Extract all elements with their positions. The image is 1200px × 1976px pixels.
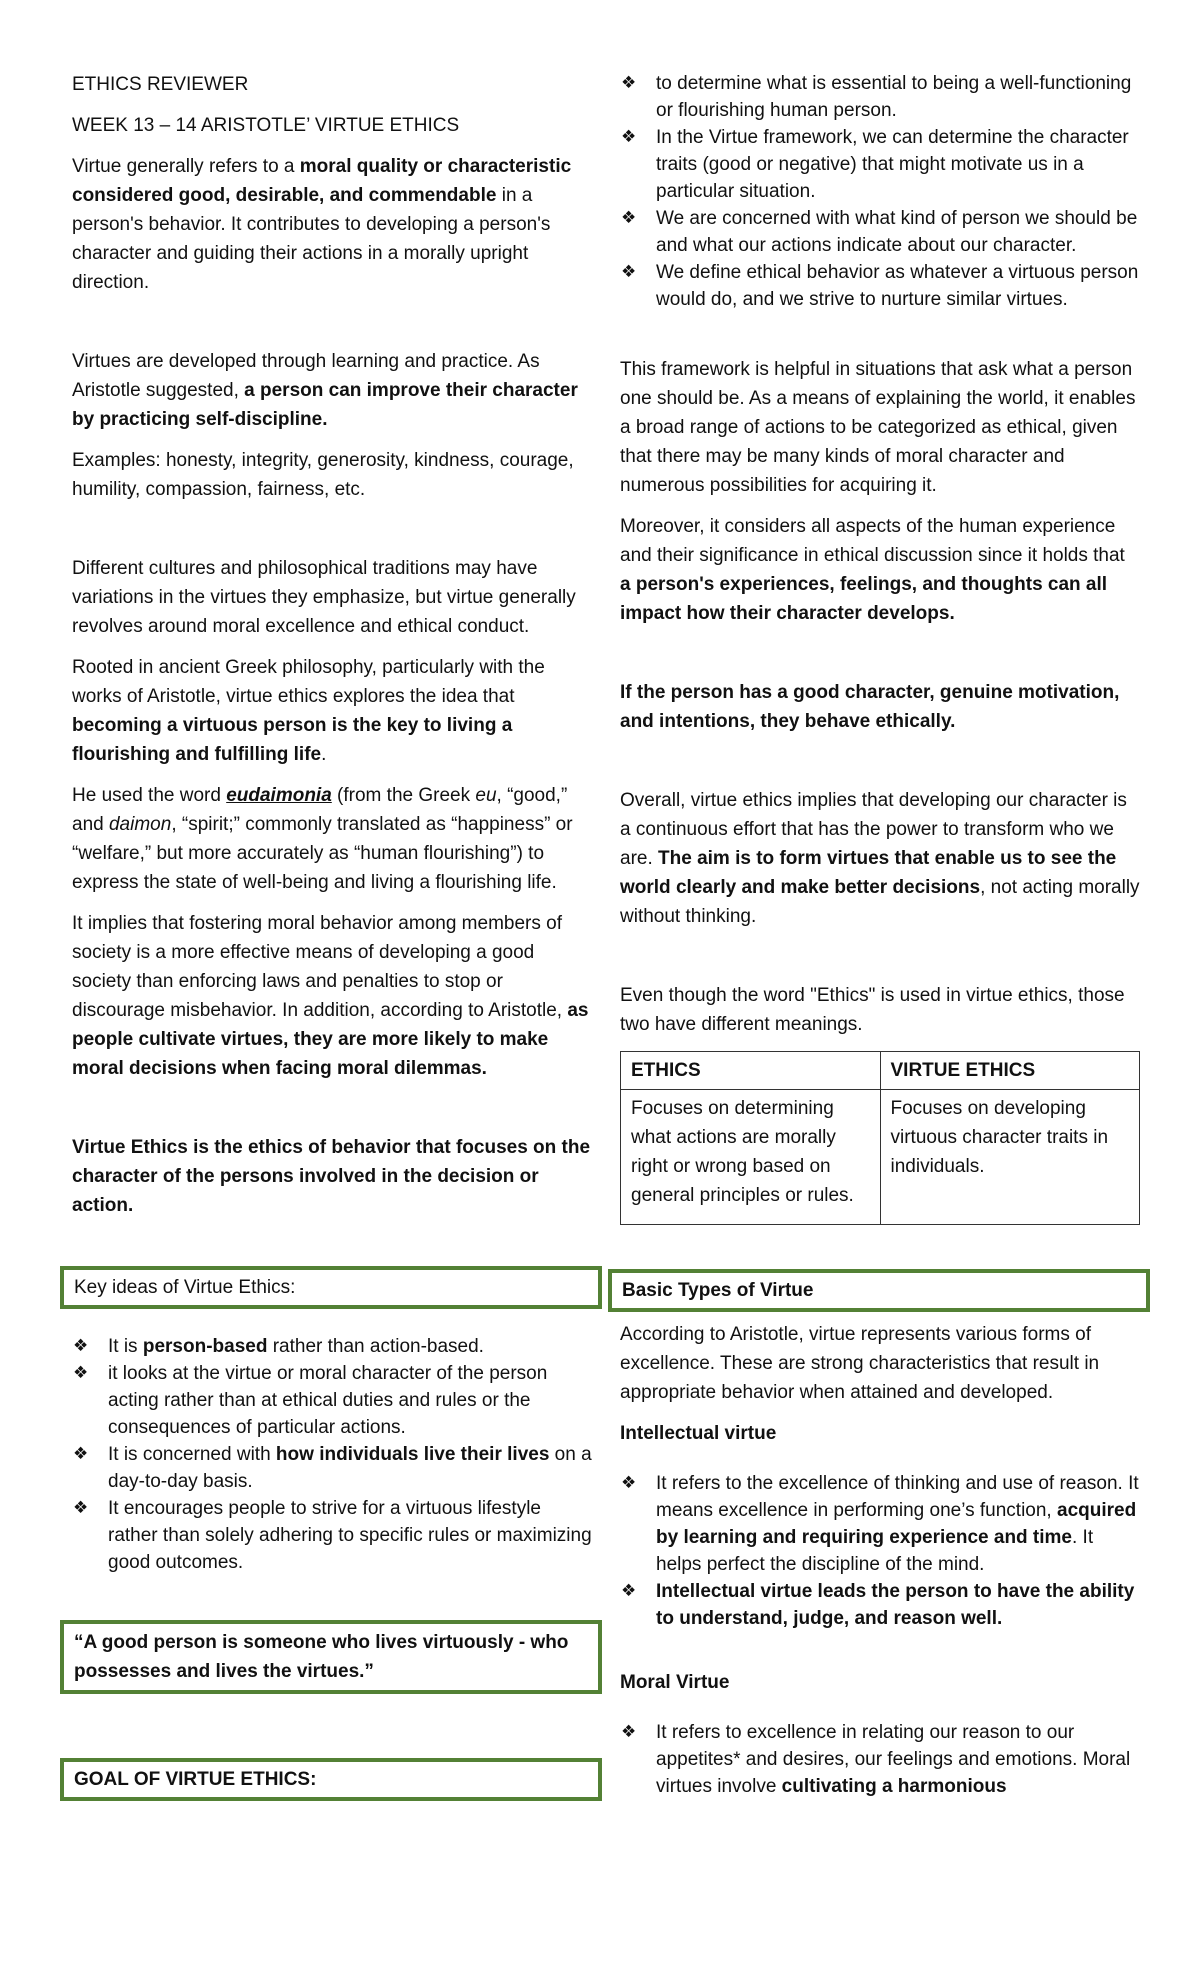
week-heading: WEEK 13 – 14 ARISTOTLE’ VIRTUE ETHICS — [72, 115, 460, 136]
virtue-ethics-definition: Virtue Ethics is the ethics of behavior that focuses on the character of the persons involved in the decision or action. — [72, 1137, 591, 1216]
list-item: ❖ It is concerned with how individuals live their lives on a day-to-day basis. — [72, 1441, 592, 1495]
list-item: ❖ it looks at the virtue or moral character of the person acting rather than at ethical duties and rules or the consequences of particular actions. — [72, 1360, 592, 1441]
intellectual-virtue-heading: Intellectual virtue — [620, 1423, 777, 1444]
table-header-virtue-ethics: VIRTUE ETHICS — [880, 1052, 1140, 1090]
types-intro-paragraph: According to Aristotle, virtue represents various forms of excellence. These are strong characteristics that result in appropriate behavior when attained and developed. — [620, 1324, 1100, 1403]
virtue-development-paragraph: Virtues are developed through learning and practice. As Aristotle suggested, a person can improve their character by practicing self-discipline. — [72, 351, 578, 430]
virtue-examples-paragraph: Examples: honesty, integrity, generosity, kindness, courage, humility, compassion, fairness, etc. — [72, 450, 574, 500]
table-row — [621, 1090, 1140, 1225]
list-item: ❖ It refers to the excellence of thinking and use of reason. It means excellence in performing one’s function, acquired by learning and requiring experience and time. It helps perfect the discipline of the mind. — [620, 1470, 1140, 1578]
left-column — [72, 70, 592, 1801]
key-ideas-list — [72, 1333, 592, 1576]
moral-virtue-heading: Moral Virtue — [620, 1672, 730, 1693]
eudaimonia-paragraph: He used the word eudaimonia (from the Greek eu, “good,” and daimon, “spirit;” commonly translated as “happiness” or “welfare,” but more accurately as “human flourishing”) to express the state of well-being and living a flourishing life. — [72, 785, 573, 893]
list-item: ❖ We define ethical behavior as whatever a virtuous person would do, and we strive to nurture similar virtues. — [620, 259, 1140, 313]
goal-heading-box — [60, 1758, 602, 1801]
key-ideas-heading: Key ideas of Virtue Ethics: — [74, 1277, 296, 1298]
list-item: ❖ In the Virtue framework, we can determine the character traits (good or negative) that might motivate us in a particular situation. — [620, 124, 1140, 205]
goal-heading: GOAL OF VIRTUE ETHICS: — [74, 1769, 317, 1790]
key-ideas-heading-box — [60, 1266, 602, 1309]
document-title: ETHICS REVIEWER — [72, 74, 249, 95]
quote-box — [60, 1620, 602, 1694]
greek-roots-paragraph: Rooted in ancient Greek philosophy, particularly with the works of Aristotle, virtue ethics explores the idea that becoming a virtuous person is the key to living a flourishing and fulfilling life. — [72, 657, 545, 765]
meanings-paragraph: Even though the word "Ethics" is used in virtue ethics, those two have different meanings. — [620, 985, 1125, 1035]
table-header-ethics: ETHICS — [621, 1052, 881, 1090]
good-character-paragraph: If the person has a good character, genuine motivation, and intentions, they behave ethically. — [620, 682, 1120, 732]
intellectual-virtue-list — [620, 1470, 1140, 1632]
cultures-paragraph: Different cultures and philosophical traditions may have variations in the virtues they emphasize, but virtue generally revolves around moral excellence and ethical conduct. — [72, 558, 576, 637]
table-cell: Focuses on determining what actions are morally right or wrong based on general principles or rules. — [621, 1090, 881, 1225]
right-column — [620, 70, 1140, 1800]
moreover-paragraph: Moreover, it considers all aspects of the human experience and their significance in ethical discussion since it holds that a person's experiences, feelings, and thoughts can all impact how their character develops. — [620, 516, 1125, 624]
list-item: ❖ to determine what is essential to being a well-functioning or flourishing human person. — [620, 70, 1140, 124]
list-item: ❖ It refers to excellence in relating our reason to our appetites* and desires, our feelings and emotions. Moral virtues involve cultivating a harmonious — [620, 1719, 1140, 1800]
basic-types-heading-box — [608, 1269, 1150, 1312]
comparison-table — [620, 1051, 1140, 1225]
overall-paragraph: Overall, virtue ethics implies that developing our character is a continuous effort that has the power to transform who we are. The aim is to form virtues that enable us to see the world clearly and make better decisions, not acting morally without thinking. — [620, 790, 1140, 927]
moral-behavior-paragraph: It implies that fostering moral behavior among members of society is a more effective means of developing a good society than enforcing laws and penalties to stop or discourage misbehavior. In addition, according to Aristotle, as people cultivate virtues, they are more likely to make moral decisions when facing moral dilemmas. — [72, 913, 589, 1079]
basic-types-heading: Basic Types of Virtue — [622, 1280, 814, 1301]
table-cell: Focuses on developing virtuous character traits in individuals. — [880, 1090, 1140, 1225]
virtue-definition-paragraph: Virtue generally refers to a moral quality or characteristic considered good, desirable, and commendable in a person's behavior. It contributes to developing a person's character and guiding their actions in a morally upright direction. — [72, 156, 572, 293]
list-item: ❖ It encourages people to strive for a virtuous lifestyle rather than solely adhering to specific rules or maximizing good outcomes. — [72, 1495, 592, 1576]
list-item: ❖ Intellectual virtue leads the person to have the ability to understand, judge, and reason well. — [620, 1578, 1140, 1632]
moral-virtue-list — [620, 1719, 1140, 1800]
framework-paragraph: This framework is helpful in situations that ask what a person one should be. As a means of explaining the world, it enables a broad range of actions to be categorized as ethical, given that there may be many kinds of moral character and numerous possibilities for acquiring it. — [620, 359, 1136, 496]
list-item: ❖ It is person-based rather than action-based. — [72, 1333, 592, 1360]
list-item: ❖ We are concerned with what kind of person we should be and what our actions indicate about our character. — [620, 205, 1140, 259]
goal-list — [620, 70, 1140, 313]
quote-text: “A good person is someone who lives virtuously - who possesses and lives the virtues.” — [74, 1632, 569, 1682]
